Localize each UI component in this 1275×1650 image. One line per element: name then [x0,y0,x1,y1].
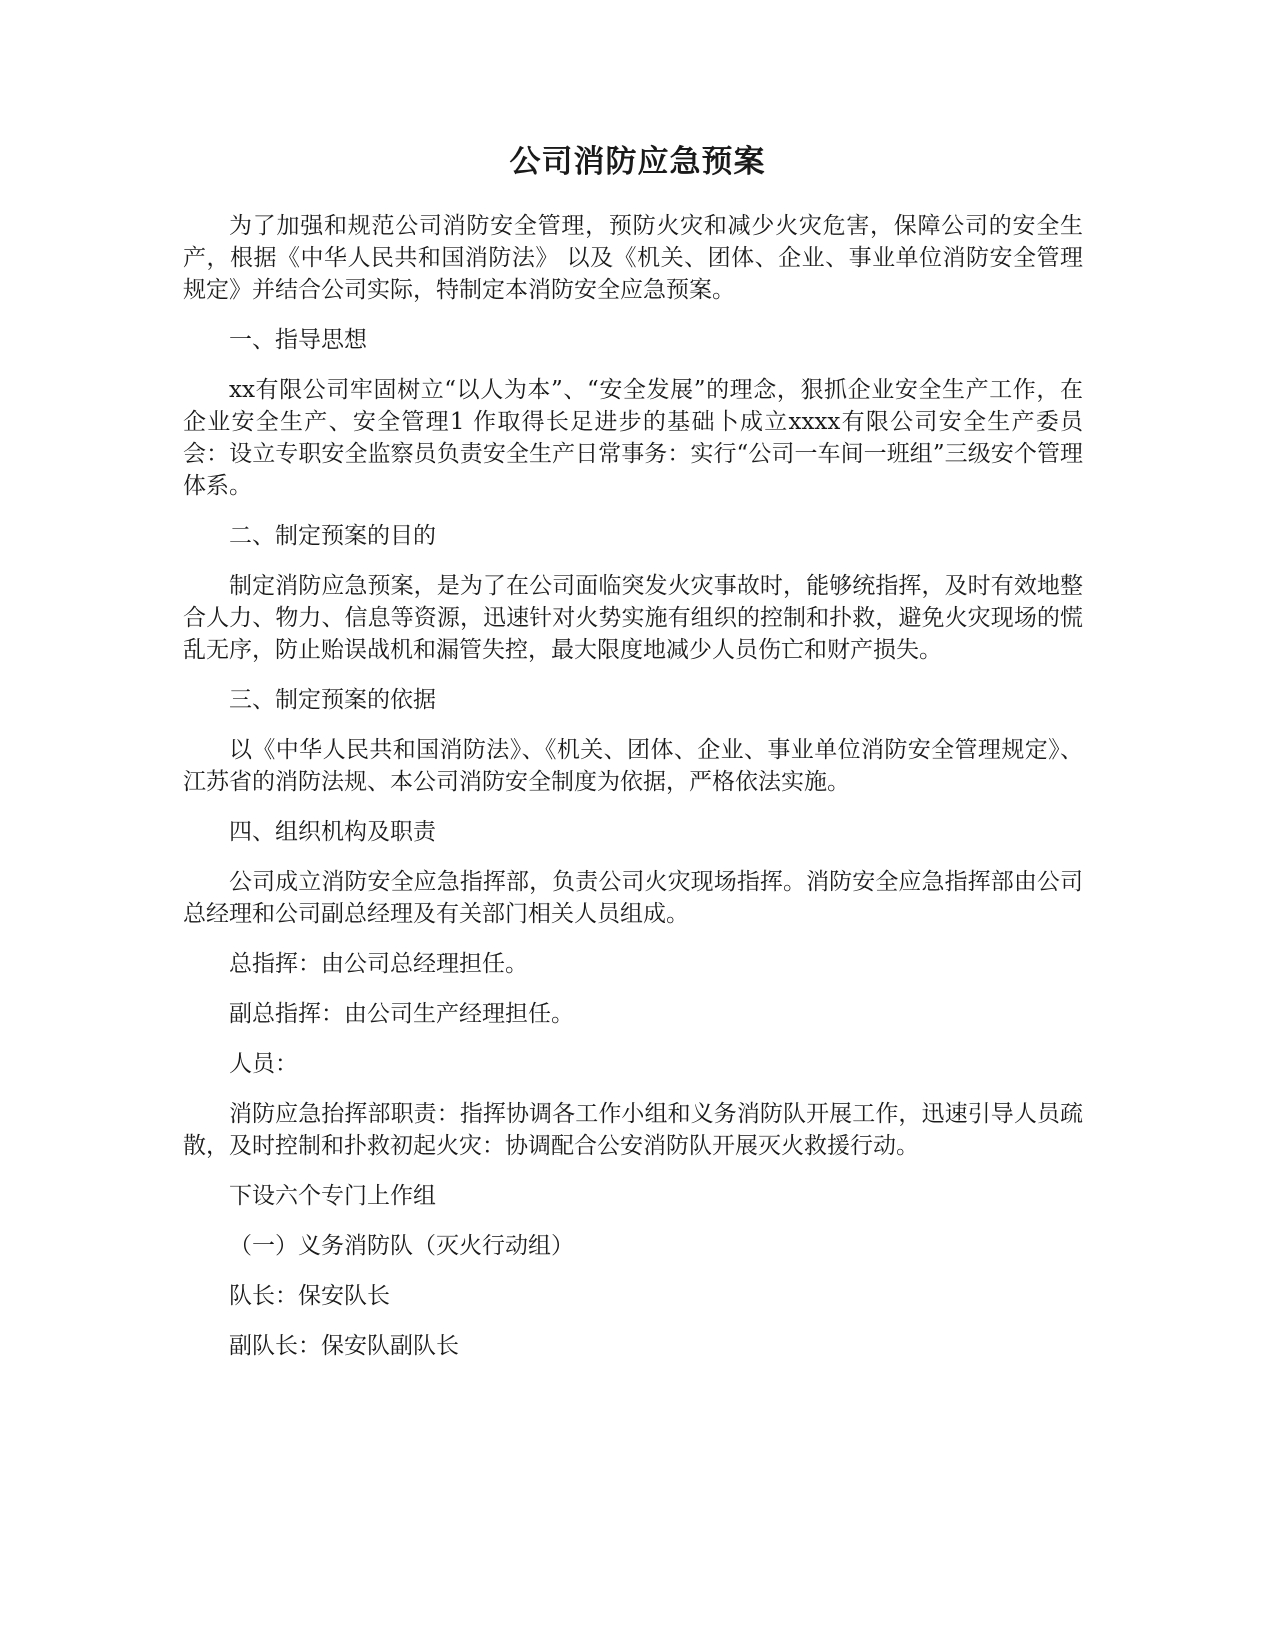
command-duties-paragraph: 消防应急抬挥部职责：指挥协调各工作小组和义务消防队开展工作，迅速引导人员疏散，及时控制和扑救初起火灾：协调配合公安消防队开展灭火救援行动。 [183,1101,1083,1159]
deputy-commander-line: 副总指挥：由公司生产经理担任。 [229,1001,574,1027]
document-title: 公司消防应急预案 [509,144,766,180]
basis-paragraph: 以《中华人民共和国消防法》、《机关、团体、企业、事业单位消防安全管理规定》、江苏省的消防法规、本公司消防安全制度为依据，严格依法实施。 [183,737,1083,795]
section-heading-basis: 三、制定预案的依据 [229,687,436,713]
guiding-ideology-paragraph: xx有限公司牢固树立“以人为本”、“安全发展”的理念，狠抓企业安全生产工作，在企业安全生产、安全管理1 作取得长足进步的基础卜成立xxxx有限公司安全生产委员会：设立专职安全监察员负责安全生产日常事务：实行“公司一车间一班组”三级安个管理体系。 [183,377,1083,499]
commander-line: 总指挥：由公司总经理担任。 [229,951,528,977]
vice-captain-line: 副队长：保安队副队长 [229,1333,459,1359]
fire-brigade-heading: （一）义务消防队（灭火行动组） [229,1233,574,1259]
captain-line: 队长：保安队长 [229,1283,390,1309]
intro-paragraph: 为了加强和规范公司消防安全管理，预防火灾和减少火灾危害，保障公司的安全生产，根据《中华人民共和国消防法》 以及《机关、团体、企业、事业单位消防安全管理规定》并结合公司实际，特制定本消防安全应急预案。 [183,213,1083,303]
document-body [183,210,1083,1380]
working-groups-line: 下设六个专门上作组 [229,1183,436,1209]
section-heading-organization: 四、组织机构及职责 [229,819,436,845]
organization-paragraph: 公司成立消防安全应急指挥部，负责公司火灾现场指挥。消防安全应急指挥部由公司总经理和公司副总经理及有关部门相关人员组成。 [183,869,1083,927]
purpose-paragraph: 制定消防应急预案，是为了在公司面临突发火灾事故时，能够统指挥，及时有效地整合人力、物力、信息等资源，迅速针对火势实施有组织的控制和扑救，避免火灾现场的慌乱无序，防止贻误战机和漏管失控，最大限度地减少人员伤亡和财产损失。 [183,573,1083,663]
section-heading-guiding-ideology: 一、指导思想 [229,327,367,353]
section-heading-purpose: 二、制定预案的目的 [229,523,436,549]
personnel-line: 人员： [229,1051,298,1077]
